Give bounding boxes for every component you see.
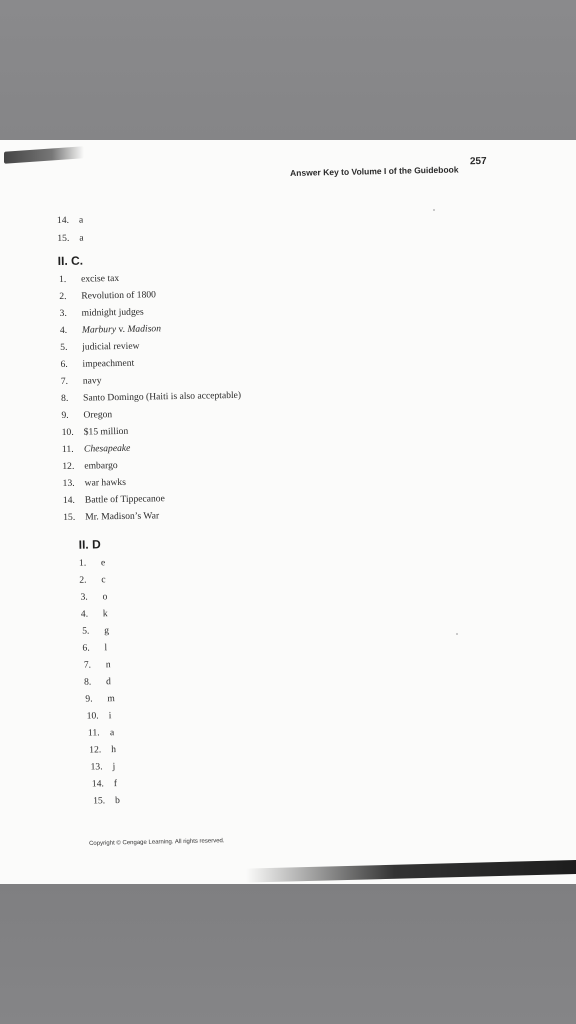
item-number: 1. xyxy=(78,557,87,569)
item-answer: h xyxy=(111,744,117,756)
background-bottom xyxy=(0,884,576,1024)
list-item xyxy=(79,556,106,570)
item-number: 9. xyxy=(85,693,93,705)
item-number: 2. xyxy=(79,574,87,586)
scan-speck xyxy=(456,633,458,635)
item-answer: war hawks xyxy=(84,476,126,489)
list-item xyxy=(59,288,156,304)
list-item xyxy=(61,374,102,389)
document-page xyxy=(0,140,576,884)
item-number: 12. xyxy=(62,460,75,472)
item-number: 14. xyxy=(91,778,104,790)
item-number: 15. xyxy=(57,232,70,245)
item-number: 1. xyxy=(58,273,67,286)
item-answer: f xyxy=(113,778,118,790)
item-number: 4. xyxy=(80,608,89,620)
list-item xyxy=(62,459,118,474)
item-number: 9. xyxy=(61,409,69,422)
item-number: 10. xyxy=(61,426,74,439)
item-number: 8. xyxy=(61,392,69,405)
item-number: 8. xyxy=(83,676,92,688)
list-item xyxy=(90,760,115,774)
item-number: 13. xyxy=(90,761,103,773)
item-number: 5. xyxy=(82,625,90,637)
item-number: 7. xyxy=(83,659,92,671)
item-answer: Battle of Tippecanoe xyxy=(84,493,165,506)
item-answer: k xyxy=(102,608,108,620)
item-number: 4. xyxy=(59,324,68,337)
header-title: Answer Key to Volume I of the Guidebook xyxy=(290,164,459,178)
item-answer: Revolution of 1800 xyxy=(81,289,157,302)
item-answer: Oregon xyxy=(83,409,113,421)
item-answer: n xyxy=(105,659,111,671)
list-item xyxy=(59,272,119,287)
item-answer: i xyxy=(108,710,112,722)
list-item xyxy=(80,590,107,604)
list-item xyxy=(60,322,161,338)
item-number: 11. xyxy=(87,727,100,739)
list-item xyxy=(62,425,129,440)
list-item xyxy=(57,232,84,246)
item-number: 14. xyxy=(62,494,75,506)
item-answer: b xyxy=(115,795,121,807)
item-answer: Santo Domingo (Haiti is also acceptable) xyxy=(83,389,242,404)
list-item xyxy=(88,726,115,740)
item-answer: impeachment xyxy=(82,357,135,370)
section-heading-c: II. C. xyxy=(57,253,84,269)
item-answer: excise tax xyxy=(80,272,120,285)
list-item xyxy=(79,573,106,587)
item-answer: l xyxy=(104,642,108,654)
item-answer: j xyxy=(112,761,116,773)
item-number: 15. xyxy=(93,795,106,807)
copyright-footer: Copyright © Cengage Learning. All rights reserved. xyxy=(89,838,225,847)
item-number: 12. xyxy=(89,744,102,756)
list-item xyxy=(84,675,111,689)
item-answer: Chesapeake xyxy=(83,442,131,455)
item-answer: a xyxy=(78,214,84,226)
item-number: 10. xyxy=(86,710,99,722)
item-answer: judicial review xyxy=(82,340,140,353)
item-answer-case-name-2: Madison xyxy=(127,323,162,335)
item-answer: g xyxy=(104,625,110,637)
item-answer: $15 million xyxy=(83,425,129,438)
list-item xyxy=(62,442,131,457)
item-answer: a xyxy=(109,727,115,739)
section-heading-d: II. D xyxy=(78,537,101,552)
list-item xyxy=(93,794,120,808)
list-item xyxy=(63,492,165,508)
item-number: 5. xyxy=(60,341,68,354)
item-answer: o xyxy=(102,591,108,603)
list-item xyxy=(84,658,111,672)
page-number: 257 xyxy=(469,155,487,168)
list-item xyxy=(62,476,126,491)
item-answer: e xyxy=(100,557,106,569)
list-item xyxy=(82,624,109,638)
item-number: 2. xyxy=(59,290,67,303)
item-number: 7. xyxy=(60,375,69,388)
list-item xyxy=(60,306,144,321)
list-item xyxy=(60,340,140,355)
list-item xyxy=(82,641,107,655)
scan-speck xyxy=(433,209,435,211)
item-number: 6. xyxy=(82,642,90,654)
item-number: 14. xyxy=(56,214,70,227)
item-number: 11. xyxy=(61,443,74,455)
list-item xyxy=(61,389,241,406)
item-number: 3. xyxy=(80,591,88,603)
list-item xyxy=(89,743,116,757)
item-answer: a xyxy=(79,232,84,244)
list-item xyxy=(63,509,159,525)
item-answer: c xyxy=(101,574,106,586)
list-item xyxy=(60,357,134,372)
item-answer: d xyxy=(105,676,111,688)
item-answer: midnight judges xyxy=(81,306,144,319)
background-top xyxy=(0,0,576,140)
item-number: 3. xyxy=(59,307,67,320)
item-answer-case-name: Marbury xyxy=(81,324,117,336)
item-answer: navy xyxy=(82,375,102,387)
answer-key-content xyxy=(0,140,576,884)
list-item xyxy=(81,607,108,621)
item-answer-versus: v. xyxy=(115,323,128,336)
list-item xyxy=(92,777,117,791)
item-number: 6. xyxy=(60,358,68,371)
item-answer: m xyxy=(107,693,115,705)
list-item xyxy=(87,709,112,723)
item-answer: Mr. Madison’s War xyxy=(85,510,160,523)
item-number: 13. xyxy=(62,477,75,489)
list-item xyxy=(57,214,84,228)
list-item xyxy=(85,692,115,707)
item-answer: embargo xyxy=(84,460,118,472)
list-item xyxy=(61,408,112,423)
item-number: 15. xyxy=(63,511,76,523)
